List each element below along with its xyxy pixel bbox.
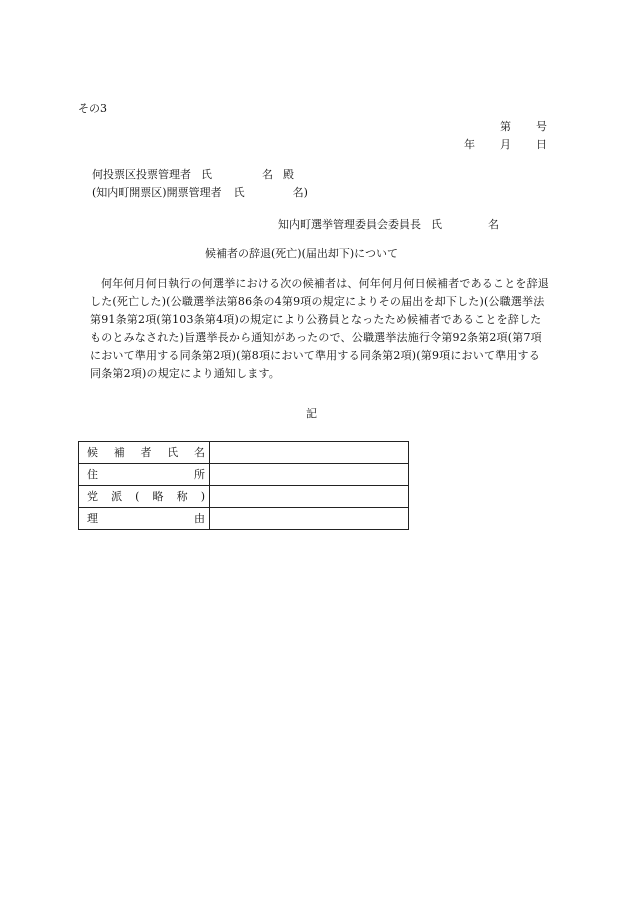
date-year-label: 年 [464, 138, 475, 151]
addressee-2-title: (知内町開票区)開票管理者 [92, 186, 222, 199]
addressee-1-honorific: 殿 [283, 168, 294, 181]
addressee-2-shi: 氏 [233, 186, 245, 199]
table-row-address [79, 464, 409, 486]
table-row-reason [79, 508, 409, 530]
reason-value [210, 508, 409, 530]
sender-shi: 氏 [431, 218, 442, 231]
sender-line [278, 218, 499, 232]
sender-mei: 名 [488, 218, 499, 231]
document-number-dai: 第 [500, 120, 511, 133]
candidate-info-table [78, 441, 409, 530]
addressee-1-mei: 名 [262, 168, 273, 181]
addressee-2-mei: 名) [292, 186, 308, 199]
candidate-name-label: 候補者氏名 [79, 442, 210, 464]
candidate-name-value [210, 442, 409, 464]
date-day-label: 日 [536, 138, 547, 151]
ki-marker: 記 [306, 407, 317, 420]
document-subject: 候補者の辞退(死亡)(届出却下)について [205, 247, 398, 260]
table-row-party [79, 486, 409, 508]
addressee-1-title: 何投票区投票管理者 [92, 168, 191, 181]
document-body: 何年何月何日執行の何選挙における次の候補者は、何年何月何日候補者であることを辞退した(死亡した)(公職選挙法第86条の4第9項の規定によりその届出を却下した)(公職選挙法第91条第2項(第103条第4項)の規定により公務員となったため候補者であることを辞したものとみなされた)旨選挙長から通知があったので、公職選挙法施行令第92条第2項(第7項において準用する同条第2項)(第8項において準用する同条第2項)(第9項において準用する同条第2項)の規定により通知します。 [90, 277, 549, 380]
sender-title: 知内町選挙管理委員会委員長 [278, 218, 421, 231]
date-month-label: 月 [500, 138, 511, 151]
reason-label: 理由 [79, 508, 210, 530]
addressee-line-1 [92, 168, 294, 182]
addressee-line-2 [92, 186, 308, 200]
party-value [210, 486, 409, 508]
party-label: 党派(略称) [79, 486, 210, 508]
addressee-1-shi: 氏 [201, 168, 212, 181]
address-label: 住所 [79, 464, 210, 486]
form-number: その3 [78, 102, 107, 115]
document-number-go: 号 [536, 120, 547, 133]
address-value [210, 464, 409, 486]
table-row-candidate-name [79, 442, 409, 464]
